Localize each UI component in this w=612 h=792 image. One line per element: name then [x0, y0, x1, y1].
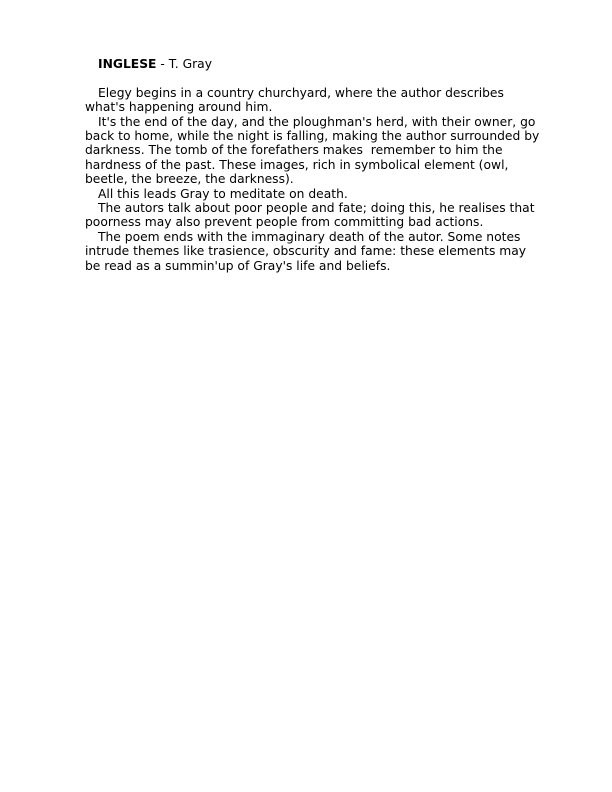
heading-subject: INGLESE	[98, 57, 157, 71]
document-body	[85, 57, 545, 273]
paragraph-meditation: All this leads Gray to meditate on death.	[98, 186, 348, 201]
paragraph-intro: Elegy begins in a country churchyard, where the author describes what's happening around him.	[85, 85, 508, 115]
document-heading	[85, 57, 545, 71]
paragraph-setting: It's the end of the day, and the ploughman's herd, with their owner, go back to home, while the night is falling, making the author surrounded by darkness. The tomb of the forefathers makes remember to him the hardness of the past. These images, rich in symbolical element (owl, beetle, the breeze, the darkness).	[85, 114, 544, 187]
heading-author: - T. Gray	[156, 57, 212, 71]
paragraph-ending: The poem ends with the immaginary death of the autor. Some notes intrude themes like trasience, obscurity and fame: these elements may be read as a summin'up of Gray's life and beliefs.	[85, 229, 531, 273]
paragraph-poor-people: The autors talk about poor people and fate; doing this, he realises that poorness may also prevent people from committing bad actions.	[85, 201, 539, 230]
